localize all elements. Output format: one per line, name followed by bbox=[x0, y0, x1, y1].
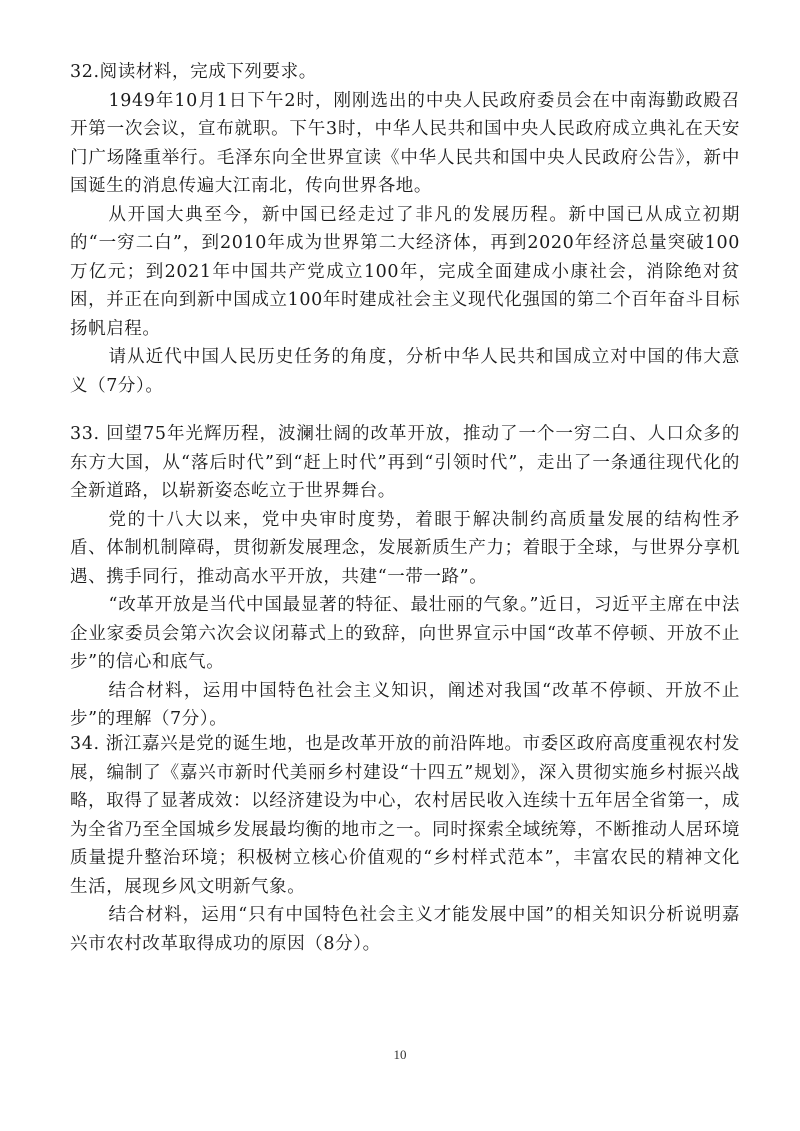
question-33 bbox=[70, 420, 740, 734]
question-32-material-2: 从开国大典至今，新中国已经走过了非凡的发展历程。新中国已从成立初期的“一穷二白”，到2010年成为世界第二大经济体，再到2020年经济总量突破100万亿元；到2021年中国共产党成立100年，完成全面建成小康社会，消除绝对贫困，并正在向到新中国成立100年时建成社会主义现代化强国的第二个百年奋斗目标扬帆启程。 bbox=[70, 204, 740, 339]
question-32-material-1: 1949年10月1日下午2时，刚刚选出的中央人民政府委员会在中南海勤政殿召开第一次会议，宣布就职。下午3时，中华人民共和国中央人民政府成立典礼在天安门广场隆重举行。毛泽东向全世界宣读《中华人民共和国中央人民政府公告》，新中国诞生的消息传遍大江南北，传向世界各地。 bbox=[70, 90, 740, 196]
question-33-prompt: 结合材料，运用中国特色社会主义知识，阐述对我国“改革不停顿、开放不止步”的理解（7分）。 bbox=[70, 680, 740, 729]
question-34-material: 34. 浙江嘉兴是党的诞生地，也是改革开放的前沿阵地。市委区政府高度重视农村发展，编制了《嘉兴市新时代美丽乡村建设“十四五”规划》，深入贯彻实施乡村振兴战略，取得了显著成效：以经济建设为中心，农村居民收入连续十五年居全省第一，成为全省乃至全国城乡发展最均衡的地市之一。同时探索全域统筹，不断推动人居环境质量提升整治环境；积极树立核心价值观的“乡村样式范本”，丰富农民的精神文化生活，展现乡风文明新气象。 bbox=[70, 734, 740, 897]
question-32-prompt: 请从近代中国人民历史任务的角度，分析中华人民共和国成立对中国的伟大意义（7分）。 bbox=[70, 347, 740, 396]
question-33-material-2: 党的十八大以来，党中央审时度势，着眼于解决制约高质量发展的结构性矛盾、体制机制障碍，贯彻新发展理念，发展新质生产力；着眼于全球，与世界分享机遇、携手同行，推动高水平开放，共建“一带一路”。 bbox=[70, 509, 740, 587]
question-32 bbox=[70, 58, 740, 400]
question-33-material-3: “改革开放是当代中国最显著的特征、最壮丽的气象。”近日，习近平主席在中法企业家委员会第六次会议闭幕式上的致辞，向世界宣示中国“改革不停顿、开放不止步”的信心和底气。 bbox=[70, 595, 740, 672]
question-33-material-1: 33. 回望75年光辉历程，波澜壮阔的改革开放，推动了一个一穷二白、人口众多的东方大国，从“落后时代”到“赶上时代”再到“引领时代”，走出了一条通往现代化的全新道路，以崭新姿态屹立于世界舞台。 bbox=[70, 424, 740, 501]
question-34 bbox=[70, 730, 740, 958]
page-number: 10 bbox=[393, 1047, 407, 1062]
question-32-heading: 32.阅读材料，完成下列要求。 bbox=[70, 62, 317, 82]
question-34-prompt: 结合材料，运用“只有中国特色社会主义才能发展中国”的相关知识分析说明嘉兴市农村改革取得成功的原因（8分）。 bbox=[70, 905, 740, 954]
